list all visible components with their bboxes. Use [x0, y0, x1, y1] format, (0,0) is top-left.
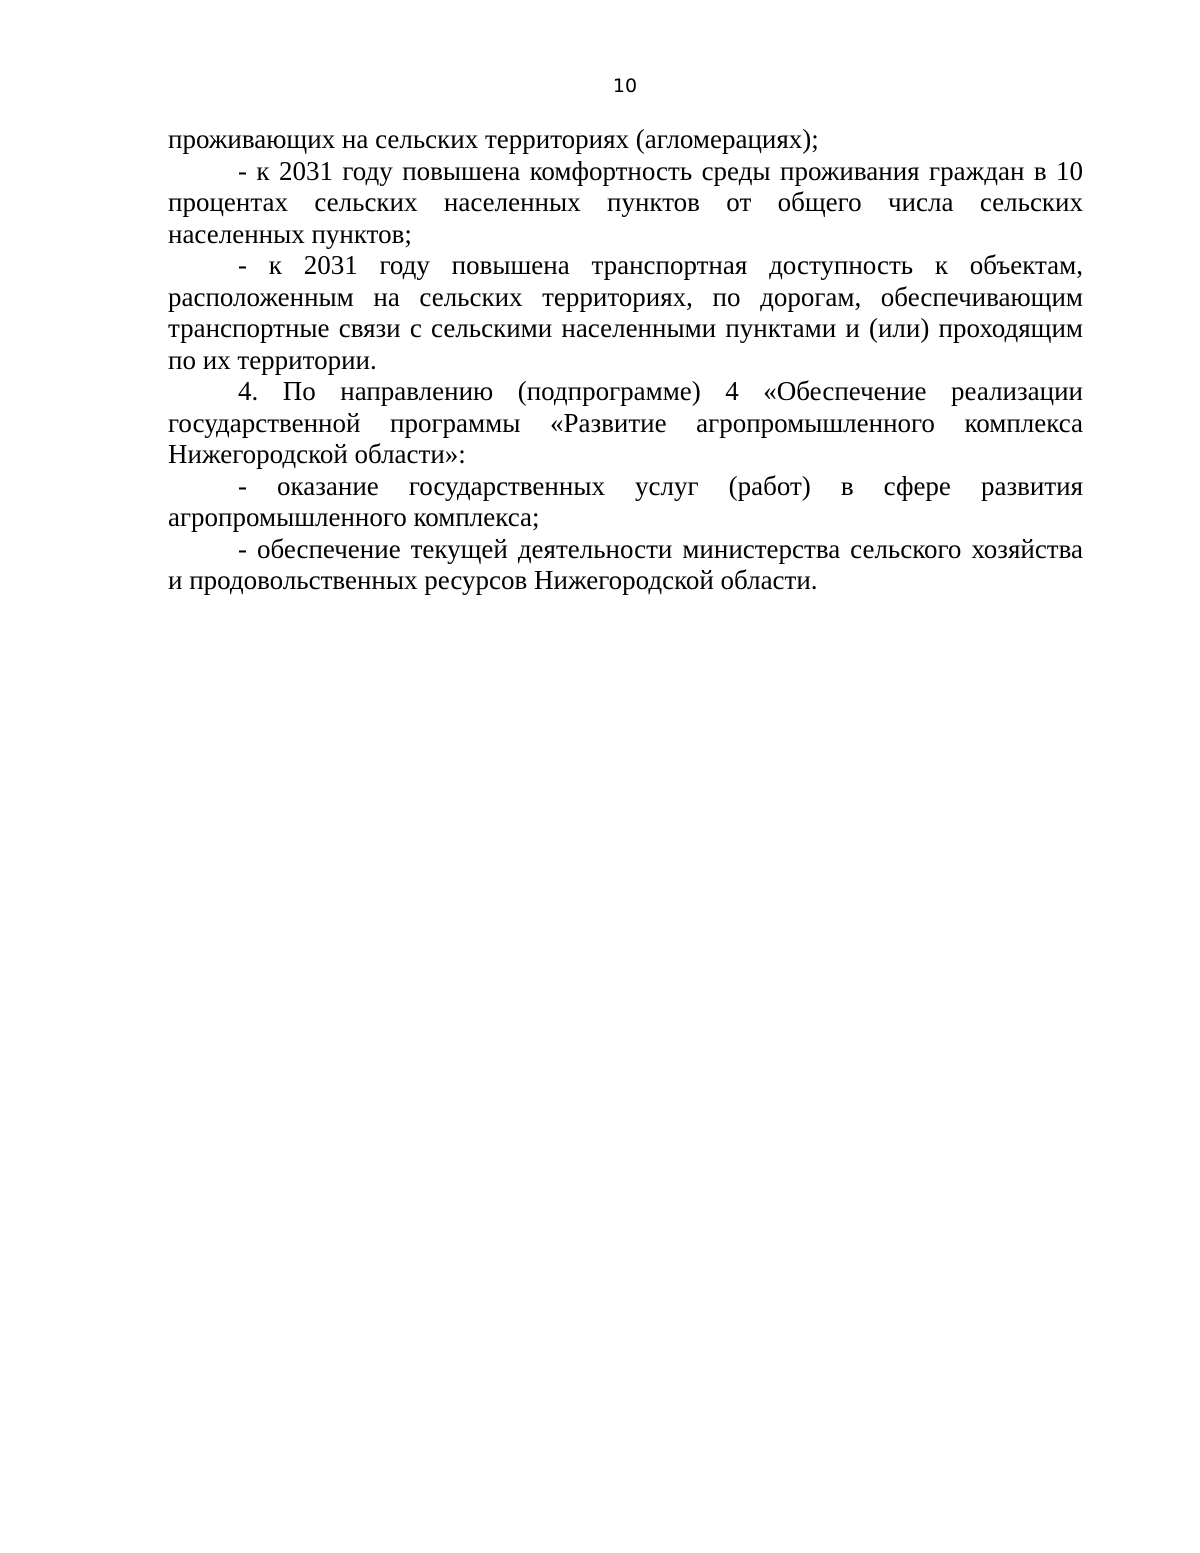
- list-item-transport: - к 2031 году повышена транспортная доступность к объектам, расположенным на сельских территориях, по дорогам, обеспечивающим транспортные связи с сельскими населенными пунктами и (или) проходящим по их территории.: [168, 250, 1083, 375]
- list-item-ministry: - обеспечение текущей деятельности министерства сельского хозяйства и продовольственных ресурсов Нижегородской области.: [168, 533, 1083, 595]
- paragraph-continuation: проживающих на сельских территориях (агломерациях);: [168, 124, 819, 154]
- list-item-comfort: - к 2031 году повышена комфортность среды проживания граждан в 10 процентах сельских населенных пунктов от общего числа сельских населенных пунктов;: [168, 155, 1083, 249]
- list-item-services: - оказание государственных услуг (работ) в сфере развития агропромышленного комплекса;: [168, 470, 1083, 532]
- page-number: 10: [612, 75, 638, 97]
- document-body: [168, 124, 1083, 597]
- section-heading-subprogram-4: 4. По направлению (подпрограмме) 4 «Обеспечение реализации государственной программы «Развитие агропромышленного комплекса Нижегородской области»:: [168, 376, 1083, 469]
